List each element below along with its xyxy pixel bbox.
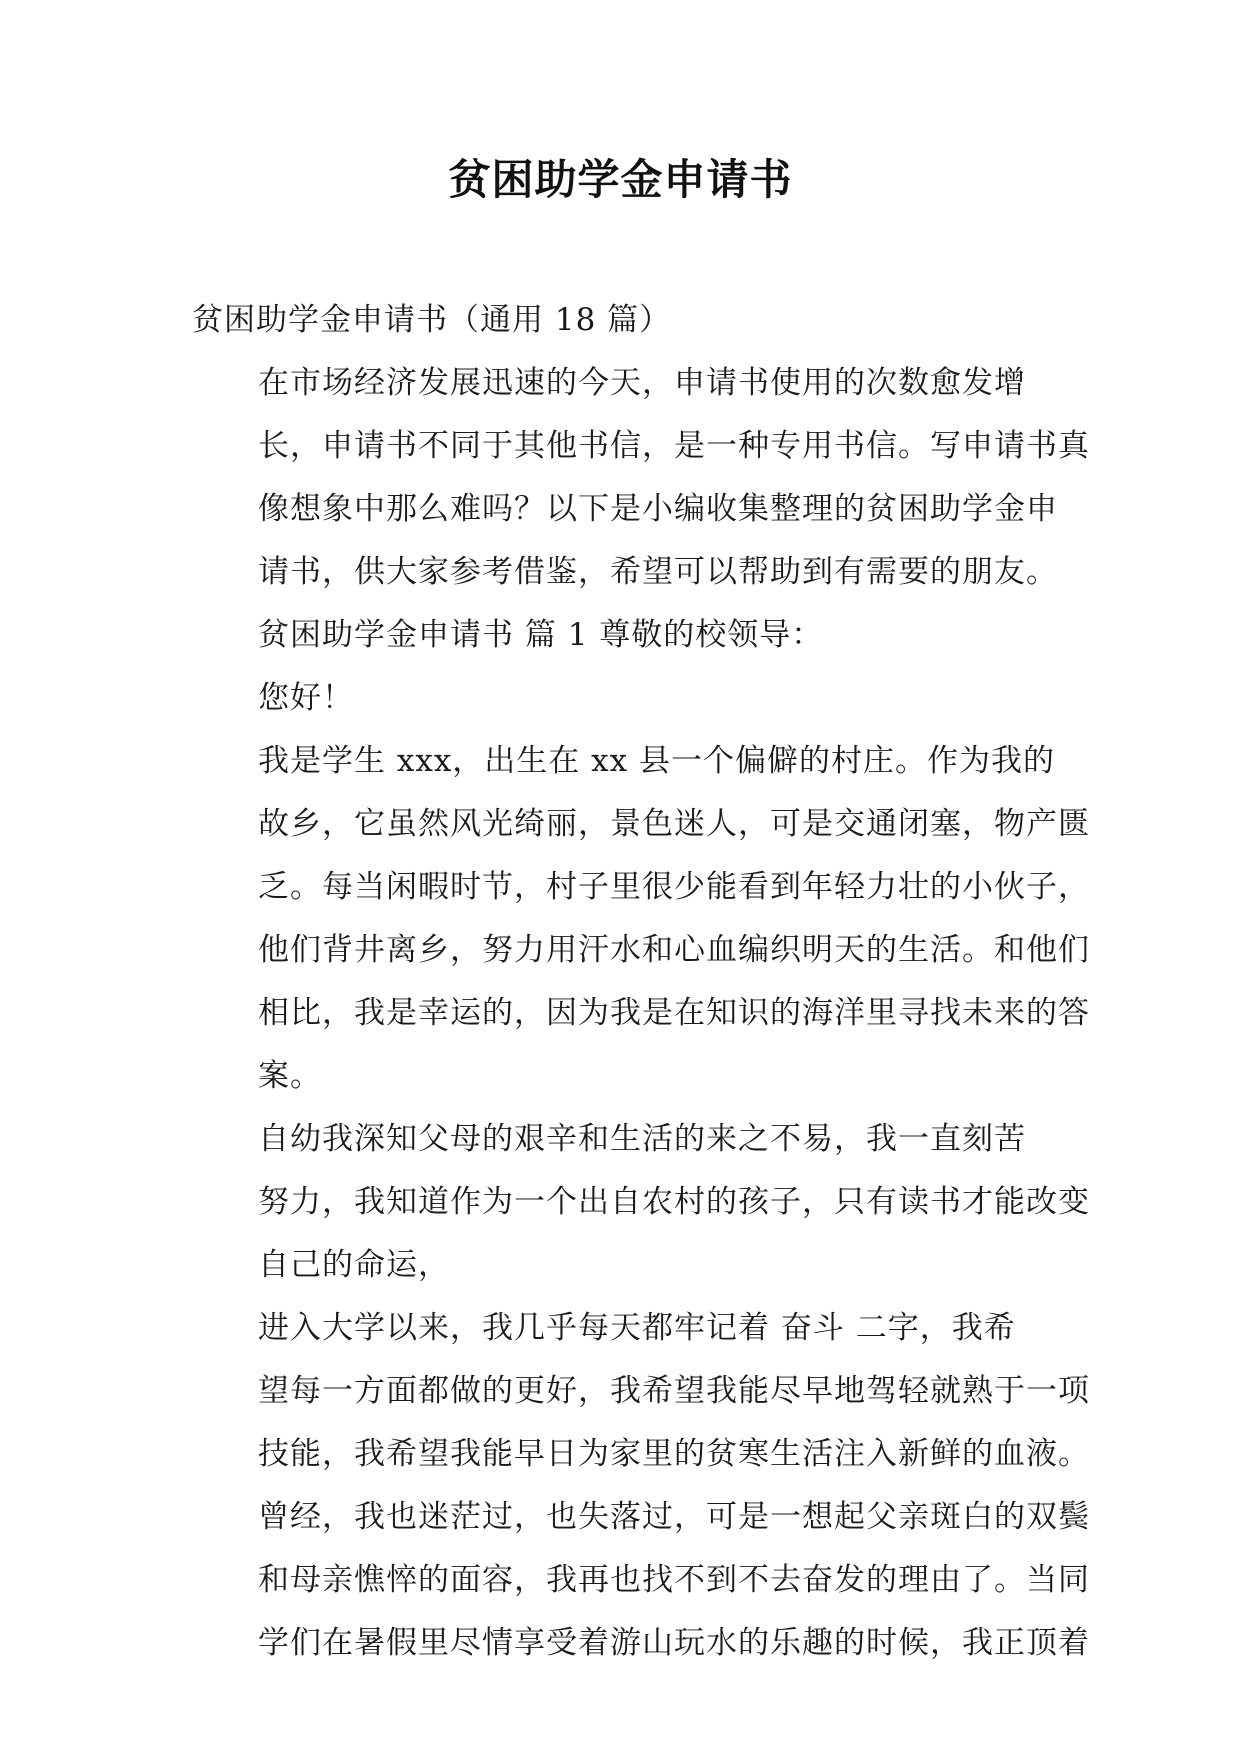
text-line: 和母亲憔悴的面容，我再也找不到不去奋发的理由了。当同 (258, 1562, 1090, 1598)
text-line: 进入大学以来，我几乎每天都牢记着 奋斗 二字，我希 (258, 1310, 1016, 1346)
text-line: 技能，我希望我能早日为家里的贫寒生活注入新鲜的血液。 (258, 1436, 1090, 1472)
text-line: 在市场经济发展迅速的今天，申请书使用的次数愈发增 (258, 365, 1026, 401)
text-line: 我是学生 xxx，出生在 xx 县一个偏僻的村庄。作为我的 (258, 743, 1055, 779)
text-line: 努力，我知道作为一个出自农村的孩子，只有读书才能改变 (258, 1184, 1090, 1220)
body-paragraph (192, 1297, 1090, 1675)
text-line: 曾经，我也迷茫过，也失落过，可是一想起父亲斑白的双鬓 (258, 1499, 1090, 1535)
document-title: 贫困助学金申请书 (448, 155, 793, 204)
text-line: 贫困助学金申请书（通用 18 篇） (192, 302, 672, 338)
text-line: 望每一方面都做的更好，我希望我能尽早地驾轻就熟于一项 (258, 1373, 1090, 1409)
text-line: 案。 (258, 1058, 322, 1094)
text-line: 乏。每当闲暇时节，村子里很少能看到年轻力壮的小伙子， (258, 869, 1090, 905)
text-line: 请书，供大家参考借鉴，希望可以帮助到有需要的朋友。 (258, 554, 1058, 590)
text-line: 学们在暑假里尽情享受着游山玩水的乐趣的时候，我正顶着 (258, 1625, 1090, 1661)
text-line: 故乡，它虽然风光绮丽，景色迷人，可是交通闭塞，物产匮 (258, 806, 1090, 842)
text-line: 像想象中那么难吗？以下是小编收集整理的贫困助学金申 (258, 491, 1058, 527)
body-paragraph (192, 730, 1090, 1108)
text-line: 他们背井离乡，努力用汗水和心血编织明天的生活。和他们 (258, 932, 1090, 968)
intro-paragraph (192, 352, 1090, 604)
body-paragraph (192, 1108, 1090, 1297)
text-line: 相比，我是幸运的，因为我是在知识的海洋里寻找未来的答 (258, 995, 1090, 1031)
greeting-paragraph (192, 667, 1062, 730)
section-heading-paragraph (192, 604, 1062, 667)
text-line: 您好！ (258, 680, 354, 716)
text-line: 自己的命运， (258, 1247, 450, 1283)
text-line: 自幼我深知父母的艰辛和生活的来之不易，我一直刻苦 (258, 1121, 1026, 1157)
text-line: 贫困助学金申请书 篇 1 尊敬的校领导： (258, 617, 824, 653)
heading-line (192, 289, 1062, 352)
document-body (192, 289, 1090, 1675)
text-line: 长，申请书不同于其他书信，是一种专用书信。写申请书真 (258, 428, 1090, 464)
